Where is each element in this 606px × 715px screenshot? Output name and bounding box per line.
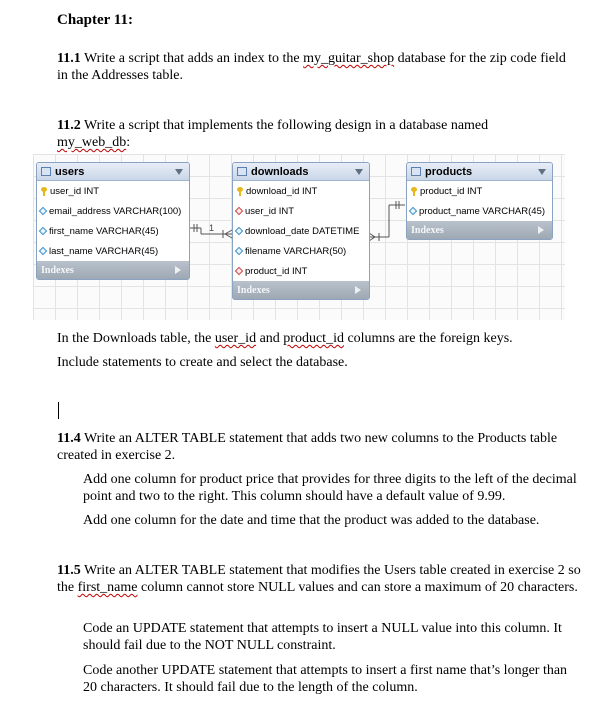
exercise-number: 11.2 bbox=[57, 118, 81, 133]
table-icon bbox=[41, 167, 51, 176]
database-name: my_guitar_shop bbox=[303, 51, 395, 66]
column-diamond-icon bbox=[409, 207, 417, 215]
database-name: my_web_db bbox=[57, 135, 127, 150]
table-downloads[interactable] bbox=[232, 162, 370, 300]
foreign-key-note bbox=[57, 330, 577, 347]
column-row[interactable] bbox=[233, 201, 369, 221]
relationship-one-label: 1 bbox=[209, 223, 215, 233]
column-row[interactable] bbox=[233, 241, 369, 261]
exercise-number: 11.5 bbox=[57, 563, 81, 578]
table-users[interactable] bbox=[36, 162, 190, 280]
indexes-section[interactable] bbox=[407, 221, 552, 239]
table-name: products bbox=[425, 165, 473, 178]
exercise-11-4 bbox=[57, 430, 572, 464]
exercise-text: Write an ALTER TABLE statement that modifies the Users table created in exercise 2 so the bbox=[57, 563, 581, 595]
collapse-arrow-icon[interactable] bbox=[538, 169, 546, 175]
column-label: email_address VARCHAR(100) bbox=[49, 205, 182, 217]
column-row[interactable] bbox=[37, 201, 189, 221]
expand-arrow-icon[interactable] bbox=[175, 266, 181, 274]
table-icon bbox=[411, 167, 421, 176]
exercise-text: column cannot store NULL values and can store a maximum of 20 characters. bbox=[137, 580, 578, 595]
er-diagram bbox=[33, 154, 565, 320]
exercise-11-1 bbox=[57, 50, 577, 84]
note-text: columns are the foreign keys. bbox=[343, 331, 513, 346]
collapse-arrow-icon[interactable] bbox=[175, 169, 183, 175]
column-diamond-icon bbox=[39, 227, 47, 235]
exercise-text: Write a script that implements the following design in a database named bbox=[80, 118, 489, 133]
indexes-section[interactable] bbox=[233, 281, 369, 299]
indexes-label: Indexes bbox=[237, 284, 270, 296]
column-label: user_id INT bbox=[50, 185, 100, 197]
table-header[interactable] bbox=[37, 163, 189, 181]
column-row[interactable] bbox=[233, 261, 369, 281]
column-diamond-icon bbox=[235, 247, 243, 255]
column-label: filename VARCHAR(50) bbox=[245, 245, 347, 257]
text-cursor bbox=[58, 402, 59, 419]
column-label: user_id INT bbox=[245, 205, 295, 217]
exercise-text: : bbox=[126, 135, 131, 150]
column-name: product_id bbox=[283, 331, 344, 346]
include-note: Include statements to create and select the database. bbox=[57, 355, 348, 370]
column-label: product_name VARCHAR(45) bbox=[419, 205, 546, 217]
table-name: downloads bbox=[251, 165, 309, 178]
primary-key-icon bbox=[41, 187, 47, 196]
exercise-text: database for the zip code field in the Addresses table. bbox=[57, 51, 566, 83]
indexes-label: Indexes bbox=[411, 224, 444, 236]
exercise-number: 11.4 bbox=[57, 431, 81, 446]
column-label: download_id INT bbox=[246, 185, 318, 197]
column-diamond-icon bbox=[235, 227, 243, 235]
chapter-title: Chapter 11: bbox=[57, 12, 133, 28]
exercise-11-2 bbox=[57, 117, 527, 151]
crowfoot bbox=[225, 234, 232, 238]
column-row[interactable] bbox=[233, 181, 369, 201]
indexes-label: Indexes bbox=[41, 264, 74, 276]
collapse-arrow-icon[interactable] bbox=[355, 169, 363, 175]
column-diamond-icon bbox=[39, 207, 47, 215]
foreign-key-diamond-icon bbox=[235, 207, 243, 215]
table-icon bbox=[237, 167, 247, 176]
column-row[interactable] bbox=[37, 221, 189, 241]
column-label: product_id INT bbox=[245, 265, 308, 277]
column-label: download_date DATETIME bbox=[245, 225, 360, 237]
indexes-section[interactable] bbox=[37, 261, 189, 279]
table-header[interactable] bbox=[233, 163, 369, 181]
exercise-text: Write a script that adds an index to the bbox=[80, 51, 304, 66]
exercise-11-4-item-1: Add one column for product price that provides for three digits to the left of the decimal point and two to the right. This column should have a default value of 9.99. bbox=[83, 472, 577, 504]
expand-arrow-icon[interactable] bbox=[355, 286, 361, 294]
note-text: and bbox=[256, 331, 284, 346]
primary-key-icon bbox=[237, 187, 243, 196]
note-text: In the Downloads table, the bbox=[57, 331, 215, 346]
exercise-text: Write an ALTER TABLE statement that adds two new columns to the Products table created in exercise 2. bbox=[57, 431, 558, 463]
column-label: first_name VARCHAR(45) bbox=[49, 225, 159, 237]
column-row[interactable] bbox=[407, 201, 552, 221]
exercise-number: 11.1 bbox=[57, 51, 81, 66]
foreign-key-diamond-icon bbox=[235, 267, 243, 275]
column-label: product_id INT bbox=[420, 185, 483, 197]
table-header[interactable] bbox=[407, 163, 552, 181]
column-row[interactable] bbox=[407, 181, 552, 201]
exercise-11-5-item-1: Code an UPDATE statement that attempts to insert a NULL value into this column. It should fail due to the NOT NULL constraint. bbox=[83, 621, 562, 653]
column-row[interactable] bbox=[233, 221, 369, 241]
column-name: user_id bbox=[214, 331, 257, 346]
column-name: first_name bbox=[77, 580, 138, 595]
exercise-11-5 bbox=[57, 562, 587, 596]
column-row[interactable] bbox=[37, 241, 189, 261]
column-label: last_name VARCHAR(45) bbox=[49, 245, 159, 257]
column-diamond-icon bbox=[39, 247, 47, 255]
crowfoot bbox=[225, 230, 232, 234]
primary-key-icon bbox=[411, 187, 417, 196]
table-products[interactable] bbox=[406, 162, 553, 240]
expand-arrow-icon[interactable] bbox=[538, 226, 544, 234]
exercise-11-4-item-2: Add one column for the date and time that the product was added to the database. bbox=[83, 513, 540, 528]
table-name: users bbox=[55, 165, 85, 178]
exercise-11-5-item-2: Code another UPDATE statement that attempts to insert a first name that’s longer than 20 characters. It should fail due to the length of the column. bbox=[83, 663, 568, 695]
column-row[interactable] bbox=[37, 181, 189, 201]
